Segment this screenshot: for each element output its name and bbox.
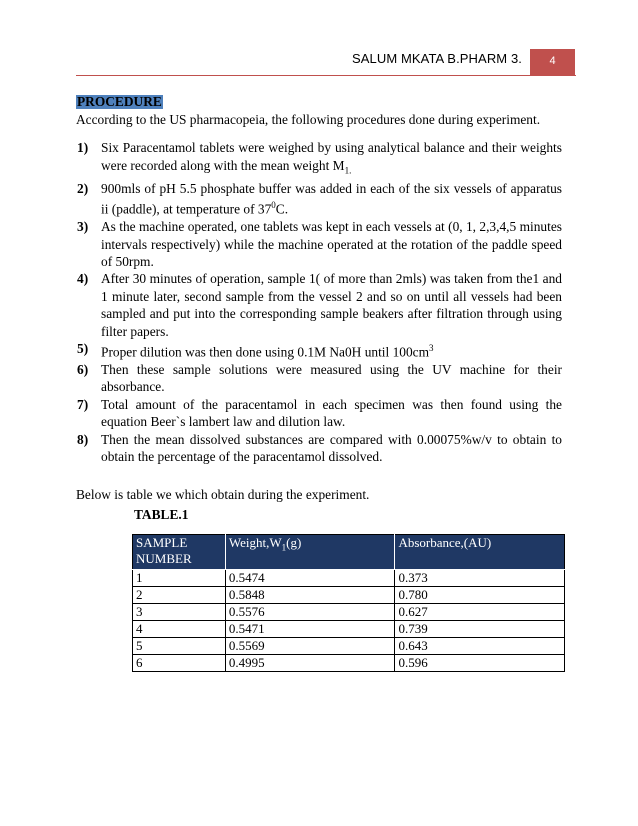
table-row: 2 0.5848 0.780 [133,587,565,604]
table-title: TABLE.1 [134,506,189,522]
procedure-step: 8) Then the mean dissolved substances are compared with 0.00075%w/v to obtain to obtain the percentage of the paracentamol dissolved. [77,431,562,464]
procedure-step: 4) After 30 minutes of operation, sample 1( of more than 2mls) was taken from the1 and 1 minute later, second sample from the vessel 2 and so on until all vessels had been sampled and put into the corresponding sample beakers after filtration through using filter papers. [77,271,562,339]
procedure-step: 7) Total amount of the paracentamol in each specimen was then found using the equation Beer`s lambert law and dilution law. [77,396,562,430]
procedure-step: 1) Six Paracentamol tablets were weighed by using analytical balance and their weights were recorded along with the mean weight $M_{1.}$ [77,140,562,176]
table-row: 4 0.5471 0.739 [133,621,565,638]
results-table [132,534,565,672]
document-body [76,93,562,672]
section-title: PROCEDURE [77,94,162,109]
header-author: SALUM MKATA B.PHARM 3. [351,51,522,66]
page-header [0,49,638,79]
header-absorbance: Absorbance,(AU) [395,535,565,570]
table-row: 5 0.5569 0.643 [133,638,565,655]
table-row: 1 0.5474 0.373 [133,570,565,587]
header-weight: $Weight,W_1(g)$ [225,535,395,570]
procedure-step: 2) 900mls of pH 5.5 phosphate buffer was added in each of the six vessels of apparatus ii (paddle), at temperature of $37^0C$. [77,180,562,217]
procedure-step: 6) Then these sample solutions were measured using the UV machine for their absorbance. [77,361,562,395]
page-number-badge: 4 [530,49,575,75]
table-row: 3 0.5576 0.627 [133,604,565,621]
table-intro-text: Below is table we which obtain during the experiment. [76,487,370,503]
intro-paragraph: According to the US pharmacopeia, the following procedures done during experiment. [76,112,541,127]
table-row: 6 0.4995 0.596 [133,655,565,672]
table-header-row [133,535,565,570]
header-divider [76,75,576,76]
procedure-list [76,139,562,465]
header-sample-number: SAMPLE NUMBER [133,535,226,570]
procedure-step: 3) As the machine operated, one tablets was kept in each vessels at (0, 1, 2,3,4,5 minutes intervals respectively) while the machine operated at the rotation of the paddle speed of 50rpm. [77,219,562,269]
procedure-step: 5) Proper dilution was then done using 0.1M Na0H until $100cm^3$ [77,341,434,360]
